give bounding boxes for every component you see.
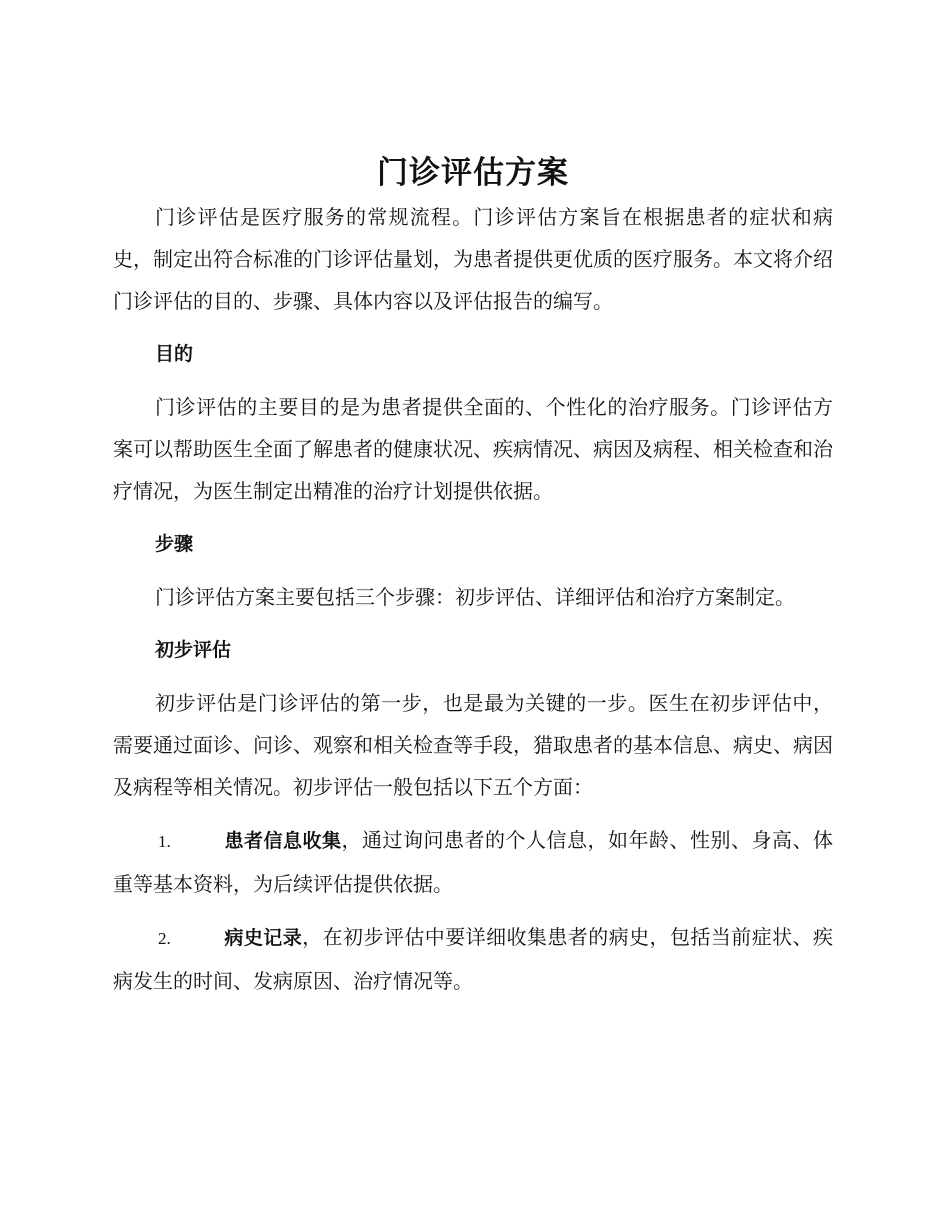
document-title: 门诊评估方案 xyxy=(377,155,569,191)
list-item xyxy=(113,916,833,1002)
purpose-paragraph: 门诊评估的主要目的是为患者提供全面的、个性化的治疗服务。门诊评估方案可以帮助医生全面了解患者的健康状况、疾病情况、病因及病程、相关检查和治疗情况，为医生制定出精准的治疗计划提供依据。 xyxy=(113,395,833,503)
section-heading-purpose: 目的 xyxy=(155,343,194,365)
list-item-text: ，在初步评估中要详细收集患者的病史，包括当前症状、疾病发生的时间、发病原因、治疗情况等。 xyxy=(113,925,833,993)
steps-paragraph: 门诊评估方案主要包括三个步骤：初步评估、详细评估和治疗方案制定。 xyxy=(155,585,795,609)
list-item-term: 病史记录 xyxy=(224,927,303,949)
intro-paragraph: 门诊评估是医疗服务的常规流程。门诊评估方案旨在根据患者的症状和病史，制定出符合标准的门诊评估量划，为患者提供更优质的医疗服务。本文将介绍门诊评估的目的、步骤、具体内容以及评估报告的编写。 xyxy=(113,205,833,313)
list-item-text: ，通过询问患者的个人信息，如年龄、性别、身高、体重等基本资料，为后续评估提供依据。 xyxy=(113,828,833,896)
list-item-number: 2. xyxy=(158,929,171,948)
initial-assessment-paragraph: 初步评估是门诊评估的第一步，也是最为关键的一步。医生在初步评估中，需要通过面诊、问诊、观察和相关检查等手段，猎取患者的基本信息、病史、病因及病程等相关情况。初步评估一般包括以下五个方面： xyxy=(113,691,833,799)
document-page xyxy=(113,150,833,1013)
section-heading-steps: 步骤 xyxy=(155,533,194,555)
section-heading-initial-assessment: 初步评估 xyxy=(155,639,232,661)
list-item xyxy=(113,819,833,905)
list-item-number: 1. xyxy=(158,832,171,851)
list-item-term: 患者信息收集 xyxy=(224,830,342,852)
